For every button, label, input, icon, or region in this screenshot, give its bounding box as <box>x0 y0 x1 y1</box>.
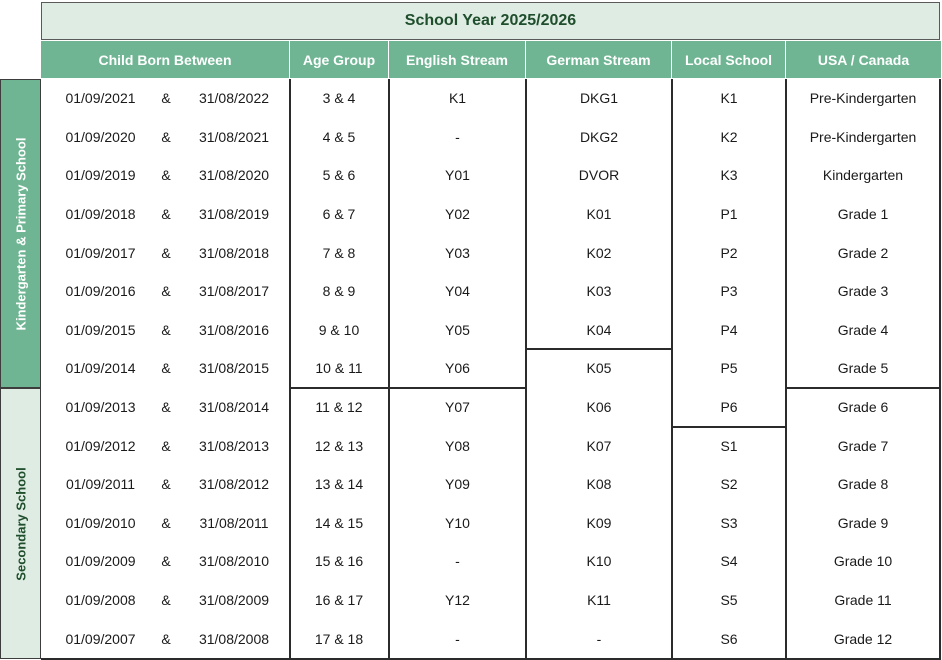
column-divider <box>525 79 527 659</box>
german-stream-cell: - <box>596 630 602 647</box>
born-to-cell: 31/08/2008 <box>198 630 270 647</box>
born-separator: & <box>161 206 171 223</box>
english-stream-cell: Y05 <box>445 321 470 338</box>
german-stream-cell: K07 <box>586 437 612 454</box>
age-group-cell: 14 & 15 <box>314 514 364 531</box>
usa-canada-cell: Grade 7 <box>837 437 889 454</box>
born-to-cell: 31/08/2011 <box>199 514 269 531</box>
usa-canada-cell: Grade 2 <box>837 244 889 261</box>
born-to-cell: 31/08/2017 <box>198 283 270 300</box>
born-separator: & <box>161 514 171 531</box>
born-separator: & <box>161 321 171 338</box>
local-school-cell: S2 <box>720 476 738 493</box>
born-to-cell: 31/08/2018 <box>198 244 270 261</box>
age-group-cell: 16 & 17 <box>314 592 364 609</box>
age-group-cell: 3 & 4 <box>322 90 356 107</box>
german-stream-cell: K09 <box>586 514 612 531</box>
age-group-cell: 15 & 16 <box>314 553 364 570</box>
usa-canada-cell: Pre-Kindergarten <box>809 90 917 107</box>
english-stream-cell: Y01 <box>445 167 470 184</box>
born-to-cell: 31/08/2022 <box>198 90 270 107</box>
german-stream-cell: K01 <box>586 206 612 223</box>
local-school-cell: P5 <box>720 360 738 377</box>
born-to-cell: 31/08/2012 <box>198 476 270 493</box>
german-stream-cell: K05 <box>586 360 612 377</box>
group-divider <box>672 426 786 428</box>
born-separator: & <box>161 399 171 416</box>
section-label-secondary: Secondary School <box>13 466 28 581</box>
local-school-cell: P3 <box>720 283 738 300</box>
english-stream-cell: Y04 <box>445 283 470 300</box>
born-from-cell: 01/09/2012 <box>65 437 136 454</box>
column-divider <box>388 79 390 659</box>
born-from-cell: 01/09/2016 <box>65 283 136 300</box>
german-stream-cell: DKG2 <box>579 128 619 145</box>
usa-canada-cell: Grade 12 <box>833 630 893 647</box>
english-stream-cell: Y07 <box>445 399 470 416</box>
born-separator: & <box>161 476 171 493</box>
born-to-cell: 31/08/2021 <box>198 128 270 145</box>
german-stream-cell: K11 <box>587 592 611 609</box>
age-group-cell: 11 & 12 <box>315 399 363 416</box>
local-school-cell: K2 <box>720 128 738 145</box>
born-to-cell: 31/08/2020 <box>198 167 270 184</box>
local-school-cell: S6 <box>720 630 738 647</box>
german-stream-cell: K10 <box>586 553 612 570</box>
age-group-cell: 13 & 14 <box>314 476 364 493</box>
group-divider <box>526 348 672 350</box>
born-separator: & <box>161 128 171 145</box>
local-school-cell: S4 <box>720 553 738 570</box>
born-to-cell: 31/08/2016 <box>198 321 270 338</box>
born-to-cell: 31/08/2009 <box>198 592 270 609</box>
born-separator: & <box>161 244 171 261</box>
usa-canada-cell: Grade 5 <box>837 360 889 377</box>
usa-canada-cell: Grade 10 <box>833 553 893 570</box>
age-group-cell: 9 & 10 <box>318 321 360 338</box>
local-school-cell: S3 <box>720 514 738 531</box>
born-separator: & <box>161 167 171 184</box>
usa-canada-cell: Grade 6 <box>837 399 889 416</box>
usa-canada-cell: Grade 1 <box>837 206 889 223</box>
english-stream-cell: Y06 <box>445 360 470 377</box>
section-secondary <box>0 388 41 659</box>
age-group-cell: 6 & 7 <box>322 206 356 223</box>
english-stream-cell: K1 <box>448 90 467 107</box>
age-group-cell: 10 & 11 <box>315 360 363 377</box>
header-age-group: Age Group <box>290 41 389 78</box>
born-to-cell: 31/08/2014 <box>198 399 270 416</box>
born-from-cell: 01/09/2018 <box>65 206 136 223</box>
local-school-cell: K1 <box>720 90 738 107</box>
local-school-cell: P4 <box>720 321 738 338</box>
usa-canada-cell: Grade 8 <box>837 476 889 493</box>
born-from-cell: 01/09/2008 <box>65 592 136 609</box>
usa-canada-cell: Grade 9 <box>837 514 889 531</box>
english-stream-cell: Y09 <box>445 476 470 493</box>
born-to-cell: 31/08/2015 <box>198 360 270 377</box>
born-from-cell: 01/09/2017 <box>65 244 136 261</box>
age-group-cell: 7 & 8 <box>322 244 356 261</box>
born-separator: & <box>161 630 171 647</box>
born-separator: & <box>161 360 171 377</box>
table-title: School Year 2025/2026 <box>41 2 940 40</box>
local-school-cell: P1 <box>720 206 738 223</box>
age-group-cell: 8 & 9 <box>322 283 356 300</box>
born-to-cell: 31/08/2013 <box>198 437 270 454</box>
section-kindergarten-primary <box>0 79 41 388</box>
english-stream-cell: Y08 <box>445 437 470 454</box>
age-group-cell: 5 & 6 <box>322 167 356 184</box>
german-stream-cell: K08 <box>586 476 612 493</box>
local-school-cell: K3 <box>720 167 738 184</box>
local-school-cell: P6 <box>720 399 738 416</box>
born-separator: & <box>161 437 171 454</box>
local-school-cell: S1 <box>720 437 738 454</box>
born-from-cell: 01/09/2011 <box>65 476 136 493</box>
born-from-cell: 01/09/2013 <box>65 399 136 416</box>
english-stream-cell: Y02 <box>445 206 470 223</box>
born-from-cell: 01/09/2020 <box>65 128 136 145</box>
local-school-cell: S5 <box>720 592 738 609</box>
born-separator: & <box>161 592 171 609</box>
age-group-cell: 17 & 18 <box>314 630 364 647</box>
usa-canada-cell: Grade 4 <box>837 321 889 338</box>
table-right-border <box>939 79 941 659</box>
born-from-cell: 01/09/2007 <box>65 630 136 647</box>
age-group-cell: 12 & 13 <box>314 437 364 454</box>
german-stream-cell: K04 <box>586 321 612 338</box>
born-separator: & <box>161 283 171 300</box>
header-german-stream: German Stream <box>526 41 672 78</box>
age-group-cell: 4 & 5 <box>322 128 356 145</box>
english-stream-cell: - <box>455 630 460 647</box>
german-stream-cell: DVOR <box>578 167 620 184</box>
german-stream-cell: DKG1 <box>579 90 619 107</box>
born-separator: & <box>161 90 171 107</box>
born-from-cell: 01/09/2010 <box>65 514 136 531</box>
usa-canada-cell: Grade 11 <box>834 592 892 609</box>
header-local-school: Local School <box>672 41 786 78</box>
english-stream-cell: - <box>455 128 460 145</box>
column-divider <box>671 79 673 659</box>
born-from-cell: 01/09/2009 <box>65 553 136 570</box>
local-school-cell: P2 <box>720 244 738 261</box>
born-from-cell: 01/09/2014 <box>65 360 136 377</box>
header-usa-canada: USA / Canada <box>786 41 941 78</box>
born-from-cell: 01/09/2019 <box>65 167 136 184</box>
english-stream-cell: Y10 <box>445 514 470 531</box>
german-stream-cell: K06 <box>586 399 612 416</box>
column-divider <box>289 79 291 659</box>
born-from-cell: 01/09/2021 <box>65 90 136 107</box>
english-stream-cell: - <box>455 553 460 570</box>
group-divider <box>786 387 941 389</box>
english-stream-cell: Y03 <box>445 244 470 261</box>
usa-canada-cell: Grade 3 <box>837 283 889 300</box>
column-divider <box>785 79 787 659</box>
group-divider <box>290 387 526 389</box>
born-to-cell: 31/08/2019 <box>198 206 270 223</box>
german-stream-cell: K03 <box>586 283 612 300</box>
born-separator: & <box>161 553 171 570</box>
header-english-stream: English Stream <box>389 41 526 78</box>
born-to-cell: 31/08/2010 <box>198 553 270 570</box>
header-child-born-between: Child Born Between <box>41 41 290 78</box>
usa-canada-cell: Pre-Kindergarten <box>809 128 917 145</box>
born-from-cell: 01/09/2015 <box>65 321 136 338</box>
section-label-kindergarten-primary: Kindergarten & Primary School <box>13 137 28 330</box>
usa-canada-cell: Kindergarten <box>822 167 904 184</box>
german-stream-cell: K02 <box>586 244 612 261</box>
english-stream-cell: Y12 <box>445 592 470 609</box>
